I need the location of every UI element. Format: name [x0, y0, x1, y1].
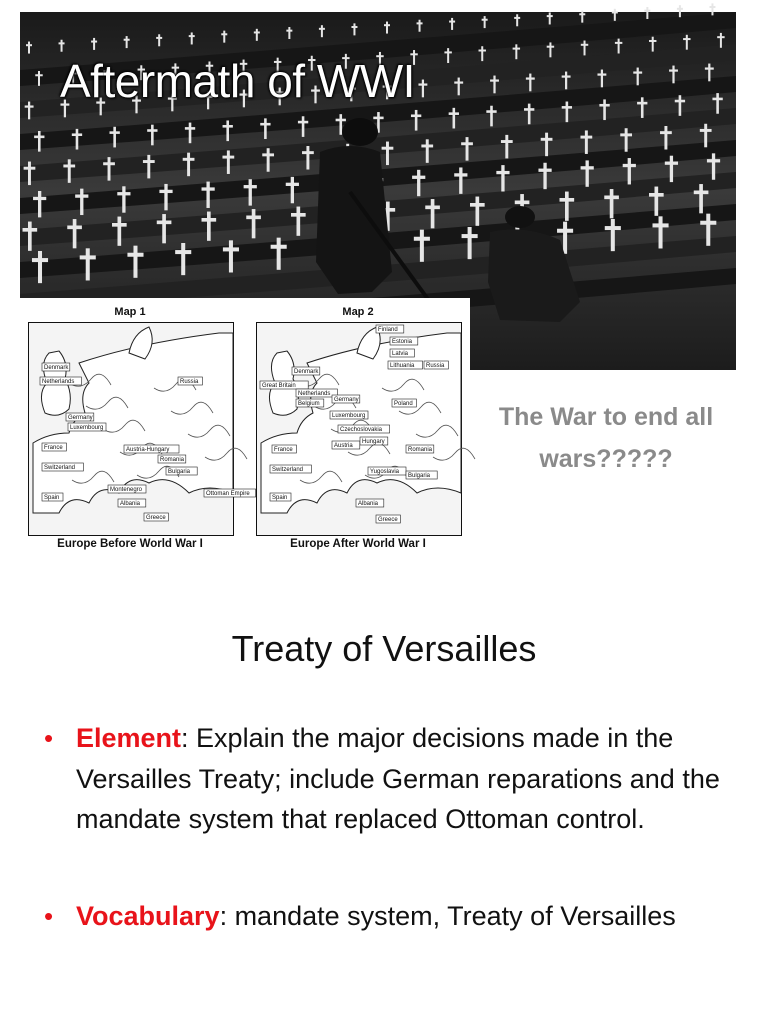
- europe-maps: [20, 298, 470, 560]
- country-label: Spain: [272, 495, 288, 501]
- country-label: Denmark: [44, 365, 69, 371]
- bullet-element: [44, 718, 734, 840]
- country-label: Latvia: [392, 351, 409, 357]
- country-label: Lithuania: [390, 363, 415, 369]
- country-label: Albania: [358, 501, 379, 507]
- country-label: Switzerland: [272, 467, 304, 473]
- country-label: Netherlands: [298, 391, 331, 397]
- bullet-dot-icon: •: [44, 900, 54, 931]
- bullet-term: Vocabulary: [76, 900, 220, 931]
- bullet-term: Element: [76, 723, 182, 753]
- country-label: Luxembourg: [332, 413, 366, 419]
- country-label: Denmark: [294, 369, 319, 375]
- country-label: Germany: [334, 397, 359, 403]
- country-label: Yugoslavia: [370, 469, 400, 475]
- country-label: Russia: [180, 379, 199, 385]
- country-label: France: [274, 447, 293, 453]
- country-label: Bulgaria: [408, 473, 431, 479]
- map-2-frame: [256, 322, 462, 536]
- country-label: France: [44, 445, 63, 451]
- country-label: Bulgaria: [168, 469, 191, 475]
- country-label: Estonia: [392, 339, 413, 345]
- country-label: Netherlands: [42, 379, 75, 385]
- country-label: Romania: [408, 447, 433, 453]
- country-label: Romania: [160, 457, 185, 463]
- map-before-panel: [24, 298, 250, 560]
- slide-title: Treaty of Versailles: [231, 628, 537, 669]
- map-1-heading: Map 1: [114, 306, 146, 318]
- bullet-text: : Explain the major decisions made in the Versailles Treaty; include German reparations and the mandate system that replaced Ottoman control.: [76, 723, 720, 834]
- map-1-frame: [28, 322, 250, 536]
- bullet-text: : mandate system, Treaty of Versailles: [219, 900, 676, 931]
- country-label: Belgium: [298, 401, 320, 407]
- bullet-vocabulary: [44, 896, 734, 937]
- country-label: Spain: [44, 495, 60, 501]
- country-label: Russia: [426, 363, 445, 369]
- bullet-list: [44, 718, 734, 936]
- map-2-caption: Europe After World War I: [290, 538, 426, 550]
- land-mass: [129, 327, 152, 359]
- callout-line-2: wars?????: [539, 445, 673, 473]
- country-label: Finland: [378, 327, 398, 333]
- country-label: Switzerland: [44, 465, 76, 471]
- country-label: Albania: [120, 501, 141, 507]
- country-label: Great Britain: [262, 383, 296, 389]
- country-label: Montenegro: [110, 487, 143, 493]
- country-label: Austria-Hungary: [126, 447, 170, 453]
- country-label: Czechoslovakia: [340, 427, 383, 433]
- europe-map-after: [257, 323, 461, 535]
- country-label: Hungary: [362, 439, 385, 445]
- bullet-dot-icon: •: [44, 723, 54, 753]
- callout-line-1: The War to end all: [498, 403, 714, 431]
- map-1-caption: Europe Before World War I: [57, 538, 203, 550]
- europe-map-before: [29, 323, 250, 535]
- country-label: Greece: [378, 517, 398, 523]
- photo-title: Aftermath of WWI: [60, 55, 415, 107]
- country-label: Poland: [394, 401, 413, 407]
- country-label: Germany: [68, 415, 93, 421]
- map-2-heading: Map 2: [342, 306, 374, 318]
- callout-text: [466, 396, 746, 480]
- map-after-panel: [252, 298, 464, 560]
- country-label: Ottoman Empire: [206, 491, 250, 497]
- country-label: Greece: [146, 515, 166, 521]
- country-label: Austria: [334, 443, 353, 449]
- country-label: Luxembourg: [70, 425, 104, 431]
